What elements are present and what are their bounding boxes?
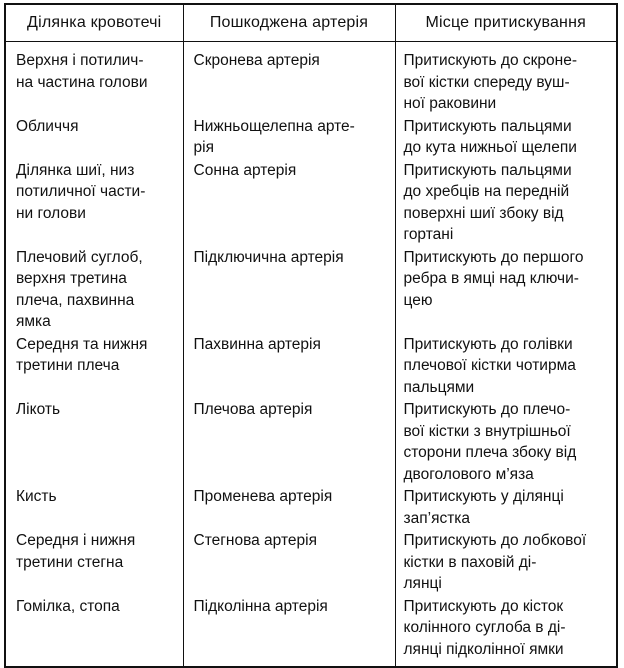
cell-text-line: лянці підколінної ямки bbox=[403, 640, 564, 658]
cell-damaged-artery bbox=[183, 529, 395, 595]
cell-text-line: Стегнова артерія bbox=[193, 532, 317, 549]
cell-pressing-place bbox=[395, 529, 617, 595]
cell-text-line: ямка bbox=[16, 313, 51, 330]
cell-text-line: Кисть bbox=[16, 488, 57, 505]
cell-text-line: Притискують до скроне- bbox=[403, 52, 577, 69]
cell-text-line: Притискують до першого bbox=[403, 248, 584, 266]
cell-text-line: Скронева артерія bbox=[193, 52, 320, 69]
cell-text-line: сторони плеча збоку від bbox=[403, 444, 577, 461]
cell-bleeding-area bbox=[5, 246, 183, 333]
cell-pressing-place bbox=[395, 485, 617, 529]
cell-text-line: лянці bbox=[403, 575, 442, 592]
cell-pressing-place bbox=[395, 159, 617, 246]
table-body bbox=[5, 42, 617, 668]
cell-text-line: плеча, пахвинна bbox=[16, 291, 135, 309]
cell-text-line: до хребців на передній bbox=[403, 183, 570, 200]
first-aid-table-container bbox=[4, 3, 616, 658]
table-row bbox=[5, 115, 617, 159]
cell-text-line: Нижньощелепна арте- bbox=[193, 117, 355, 135]
cell-text-line: пальцями bbox=[403, 378, 475, 396]
cell-text-line: до кута нижньої щелепи bbox=[403, 139, 577, 156]
cell-damaged-artery bbox=[183, 333, 395, 399]
cell-text-line: гортані bbox=[403, 226, 454, 243]
table-row bbox=[5, 398, 617, 485]
table-header-row bbox=[5, 4, 617, 42]
cell-bleeding-area bbox=[5, 42, 183, 115]
cell-text-line: Пахвинна артерія bbox=[193, 335, 321, 353]
cell-bleeding-area bbox=[5, 529, 183, 595]
cell-text-line: вої кістки з внутрішньої bbox=[403, 422, 571, 440]
cell-text-line: Обличчя bbox=[16, 117, 79, 135]
cell-text-line: Сонна артерія bbox=[193, 161, 297, 179]
cell-text-line: Підколінна артерія bbox=[193, 597, 328, 615]
cell-damaged-artery bbox=[183, 159, 395, 246]
cell-text-line: зап’ястка bbox=[403, 509, 471, 527]
cell-pressing-place bbox=[395, 333, 617, 399]
cell-text-line: ни голови bbox=[16, 204, 86, 222]
cell-bleeding-area bbox=[5, 115, 183, 159]
cell-text-line: Променева артерія bbox=[193, 488, 333, 505]
cell-text-line: Плечова артерія bbox=[193, 401, 313, 418]
cell-text-line: двоголового м’яза bbox=[403, 465, 534, 483]
cell-text-line: Притискують до лобкової bbox=[403, 532, 587, 549]
cell-text-line: третини стегна bbox=[16, 553, 124, 571]
cell-text-line: колінного суглоба в ді- bbox=[403, 619, 566, 636]
cell-text-line: Середня і нижня bbox=[16, 532, 136, 549]
cell-text-line: Лікоть bbox=[16, 401, 61, 418]
header-damaged-artery: Пошкоджена артерія bbox=[183, 4, 395, 42]
cell-text-line: Ділянка шиї, низ bbox=[16, 161, 135, 179]
cell-text-line: Гомілка, стопа bbox=[16, 597, 120, 615]
cell-bleeding-area bbox=[5, 595, 183, 668]
cell-text-line: третини плеча bbox=[16, 357, 120, 374]
table-row bbox=[5, 485, 617, 529]
cell-text-line: Притискують до кісток bbox=[403, 597, 564, 615]
cell-text-line: рія bbox=[193, 139, 214, 156]
cell-bleeding-area bbox=[5, 485, 183, 529]
table-row bbox=[5, 529, 617, 595]
cell-bleeding-area bbox=[5, 333, 183, 399]
cell-pressing-place bbox=[395, 595, 617, 668]
cell-damaged-artery bbox=[183, 246, 395, 333]
cell-text-line: верхня третина bbox=[16, 270, 127, 287]
cell-pressing-place bbox=[395, 42, 617, 115]
arteries-table bbox=[4, 3, 618, 668]
cell-bleeding-area bbox=[5, 398, 183, 485]
cell-text-line: поверхні шиї збоку від bbox=[403, 204, 564, 222]
cell-pressing-place bbox=[395, 115, 617, 159]
table-row bbox=[5, 246, 617, 333]
cell-text-line: Підключична артерія bbox=[193, 248, 344, 266]
table-row bbox=[5, 42, 617, 115]
cell-text-line: Притискують у ділянці bbox=[403, 488, 564, 505]
table-row bbox=[5, 595, 617, 668]
table-row bbox=[5, 159, 617, 246]
cell-text-line: потиличної части- bbox=[16, 183, 146, 200]
cell-damaged-artery bbox=[183, 595, 395, 668]
cell-text-line: Притискують до плечо- bbox=[403, 401, 571, 418]
table-row bbox=[5, 333, 617, 399]
header-bleeding-area: Ділянка кровотечі bbox=[5, 4, 183, 42]
cell-text-line: плечової кістки чотирма bbox=[403, 357, 576, 374]
cell-text-line: Середня та нижня bbox=[16, 335, 148, 353]
cell-text-line: Притискують до голівки bbox=[403, 335, 573, 353]
header-pressing-place: Місце притискування bbox=[395, 4, 617, 42]
cell-text-line: Верхня і потилич- bbox=[16, 52, 144, 69]
cell-damaged-artery bbox=[183, 485, 395, 529]
cell-damaged-artery bbox=[183, 42, 395, 115]
cell-text-line: Притискують пальцями bbox=[403, 117, 572, 135]
cell-pressing-place bbox=[395, 398, 617, 485]
cell-text-line: кістки в паховій ді- bbox=[403, 553, 537, 571]
cell-text-line: Плечовий суглоб, bbox=[16, 248, 143, 266]
cell-text-line: на частина голови bbox=[16, 73, 148, 91]
cell-text-line: Притискують пальцями bbox=[403, 161, 572, 179]
cell-damaged-artery bbox=[183, 398, 395, 485]
cell-damaged-artery bbox=[183, 115, 395, 159]
cell-bleeding-area bbox=[5, 159, 183, 246]
cell-text-line: ної раковини bbox=[403, 95, 497, 112]
cell-pressing-place bbox=[395, 246, 617, 333]
cell-text-line: цею bbox=[403, 291, 433, 309]
cell-text-line: ребра в ямці над ключи- bbox=[403, 270, 579, 287]
cell-text-line: вої кістки спереду вуш- bbox=[403, 73, 570, 91]
